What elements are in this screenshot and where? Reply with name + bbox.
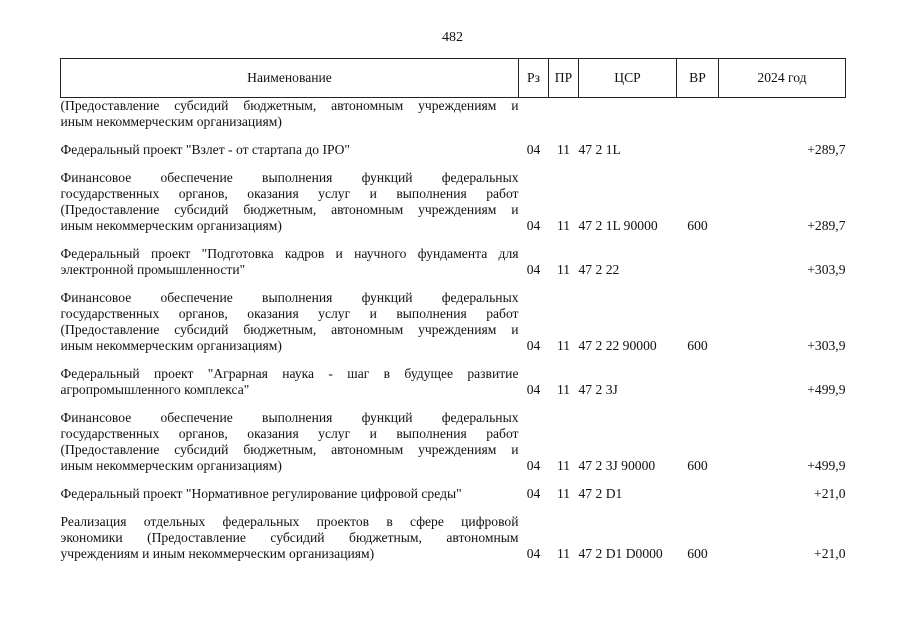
- row-vr: 600: [687, 546, 708, 561]
- column-header-csr: ЦСР: [579, 59, 677, 98]
- row-name-line: Федеральный проект "Подготовка кадров и научного фундамента для: [60, 246, 519, 261]
- row-pr: 11: [556, 262, 571, 277]
- row-csr: 47 2 22: [578, 262, 620, 277]
- table-body: [61, 98, 846, 563]
- row-name-line: Реализация отдельных федеральных проектов в сфере цифровой: [60, 514, 519, 529]
- table-row: [61, 486, 846, 502]
- row-pr: 11: [556, 142, 571, 157]
- row-vr: [677, 486, 719, 502]
- table-row: [61, 410, 846, 474]
- row-name-line: экономики (Предоставление субсидий бюджетным, автономным: [60, 530, 519, 545]
- row-name: [61, 290, 519, 354]
- row-name-line: государственных органов, оказания услуг и выполнения работ: [60, 186, 519, 201]
- row-spacer-cell: [61, 502, 846, 514]
- row-spacer: [61, 354, 846, 366]
- row-value: +21,0: [814, 486, 846, 501]
- row-name-line: электронной промышленности": [60, 262, 246, 277]
- table-header-row: [61, 59, 846, 98]
- row-rz: 04: [526, 458, 541, 473]
- row-value: +303,9: [807, 338, 846, 353]
- row-spacer-cell: [61, 354, 846, 366]
- row-vr: [677, 246, 719, 278]
- row-pr: 11: [556, 458, 571, 473]
- row-rz: 04: [526, 486, 541, 501]
- row-name-line: Федеральный проект "Нормативное регулирование цифровой среды": [60, 486, 462, 501]
- row-name-line: Финансовое обеспечение выполнения функций федеральных: [60, 410, 519, 425]
- row-rz: 04: [526, 382, 541, 397]
- row-spacer-cell: [61, 398, 846, 410]
- row-csr: 47 2 3J 90000: [578, 458, 656, 473]
- table-row: [61, 142, 846, 158]
- row-name-line: (Предоставление субсидий бюджетным, автономным учреждениям и: [60, 98, 519, 113]
- row-value: [719, 98, 846, 131]
- row-name-line: (Предоставление субсидий бюджетным, автономным учреждениям и: [60, 442, 519, 457]
- row-name: [61, 142, 519, 158]
- row-name-line: учреждениям и иным некоммерческим организациям): [60, 546, 375, 561]
- row-value: +303,9: [807, 262, 846, 277]
- row-name: [61, 410, 519, 474]
- row-pr: [549, 98, 579, 131]
- row-vr: [677, 98, 719, 131]
- row-spacer-cell: [61, 278, 846, 290]
- table-row: [61, 246, 846, 278]
- row-name-line: иным некоммерческим организациям): [60, 338, 282, 353]
- row-csr: 47 2 1L: [578, 142, 621, 157]
- row-vr: [677, 142, 719, 158]
- row-name: [61, 366, 519, 398]
- table-row: [61, 98, 846, 131]
- row-name-line: агропромышленного комплекса": [60, 382, 250, 397]
- row-name-line: иным некоммерческим организациям): [60, 218, 282, 233]
- row-name: [61, 514, 519, 562]
- row-csr: 47 2 D1: [578, 486, 623, 501]
- row-name-line: Федеральный проект "Взлет - от стартапа до IPO": [60, 142, 350, 157]
- column-header-year: 2024 год: [719, 59, 846, 98]
- row-spacer: [61, 398, 846, 410]
- column-header-vr: ВР: [677, 59, 719, 98]
- row-spacer-cell: [61, 234, 846, 246]
- row-spacer: [61, 474, 846, 486]
- row-value: +289,7: [807, 218, 846, 233]
- row-name-line: (Предоставление субсидий бюджетным, автономным учреждениям и: [60, 322, 519, 337]
- row-csr: [579, 98, 677, 131]
- row-value: +289,7: [807, 142, 846, 157]
- row-name: [61, 246, 519, 278]
- row-pr: 11: [556, 218, 571, 233]
- row-pr: 11: [556, 546, 571, 561]
- row-vr: 600: [687, 458, 708, 473]
- row-name-line: иным некоммерческим организациям): [60, 114, 282, 129]
- row-name: [61, 170, 519, 234]
- row-name: [61, 98, 519, 131]
- row-name: [61, 486, 519, 502]
- row-value: +499,9: [807, 458, 846, 473]
- row-rz: 04: [526, 262, 541, 277]
- row-csr: 47 2 22 90000: [578, 338, 657, 353]
- row-spacer: [61, 278, 846, 290]
- column-header-name: Наименование: [61, 59, 519, 98]
- row-pr: 11: [556, 382, 571, 397]
- table-row: [61, 366, 846, 398]
- row-rz: 04: [526, 338, 541, 353]
- column-header-pr: ПР: [549, 59, 579, 98]
- column-header-rz: Рз: [519, 59, 549, 98]
- row-vr: 600: [687, 218, 708, 233]
- row-pr: 11: [556, 486, 571, 501]
- row-vr: [677, 366, 719, 398]
- row-csr: 47 2 D1 D0000: [578, 546, 663, 561]
- row-name-line: иным некоммерческим организациям): [60, 458, 282, 473]
- row-spacer: [61, 158, 846, 170]
- row-spacer-cell: [61, 474, 846, 486]
- row-csr: 47 2 1L 90000: [578, 218, 658, 233]
- page-number: 482: [442, 30, 463, 45]
- row-rz: 04: [526, 142, 541, 157]
- row-value: +499,9: [807, 382, 846, 397]
- row-csr: 47 2 3J: [578, 382, 618, 397]
- row-vr: 600: [687, 338, 708, 353]
- row-name-line: государственных органов, оказания услуг и выполнения работ: [60, 306, 519, 321]
- row-spacer: [61, 234, 846, 246]
- row-pr: 11: [556, 338, 571, 353]
- table-row: [61, 290, 846, 354]
- row-rz: 04: [526, 218, 541, 233]
- row-rz: [519, 98, 549, 131]
- row-spacer-cell: [61, 158, 846, 170]
- row-rz: 04: [526, 546, 541, 561]
- row-name-line: (Предоставление субсидий бюджетным, автономным учреждениям и: [60, 202, 519, 217]
- table-row: [61, 514, 846, 562]
- row-spacer-cell: [61, 130, 846, 142]
- row-spacer: [61, 130, 846, 142]
- row-name-line: Федеральный проект "Аграрная наука - шаг в будущее развитие: [60, 366, 519, 381]
- row-spacer: [61, 502, 846, 514]
- row-name-line: Финансовое обеспечение выполнения функций федеральных: [60, 170, 519, 185]
- row-value: +21,0: [814, 546, 846, 561]
- row-name-line: Финансовое обеспечение выполнения функций федеральных: [60, 290, 519, 305]
- table-row: [61, 170, 846, 234]
- row-name-line: государственных органов, оказания услуг и выполнения работ: [60, 426, 519, 441]
- budget-table: [60, 58, 846, 562]
